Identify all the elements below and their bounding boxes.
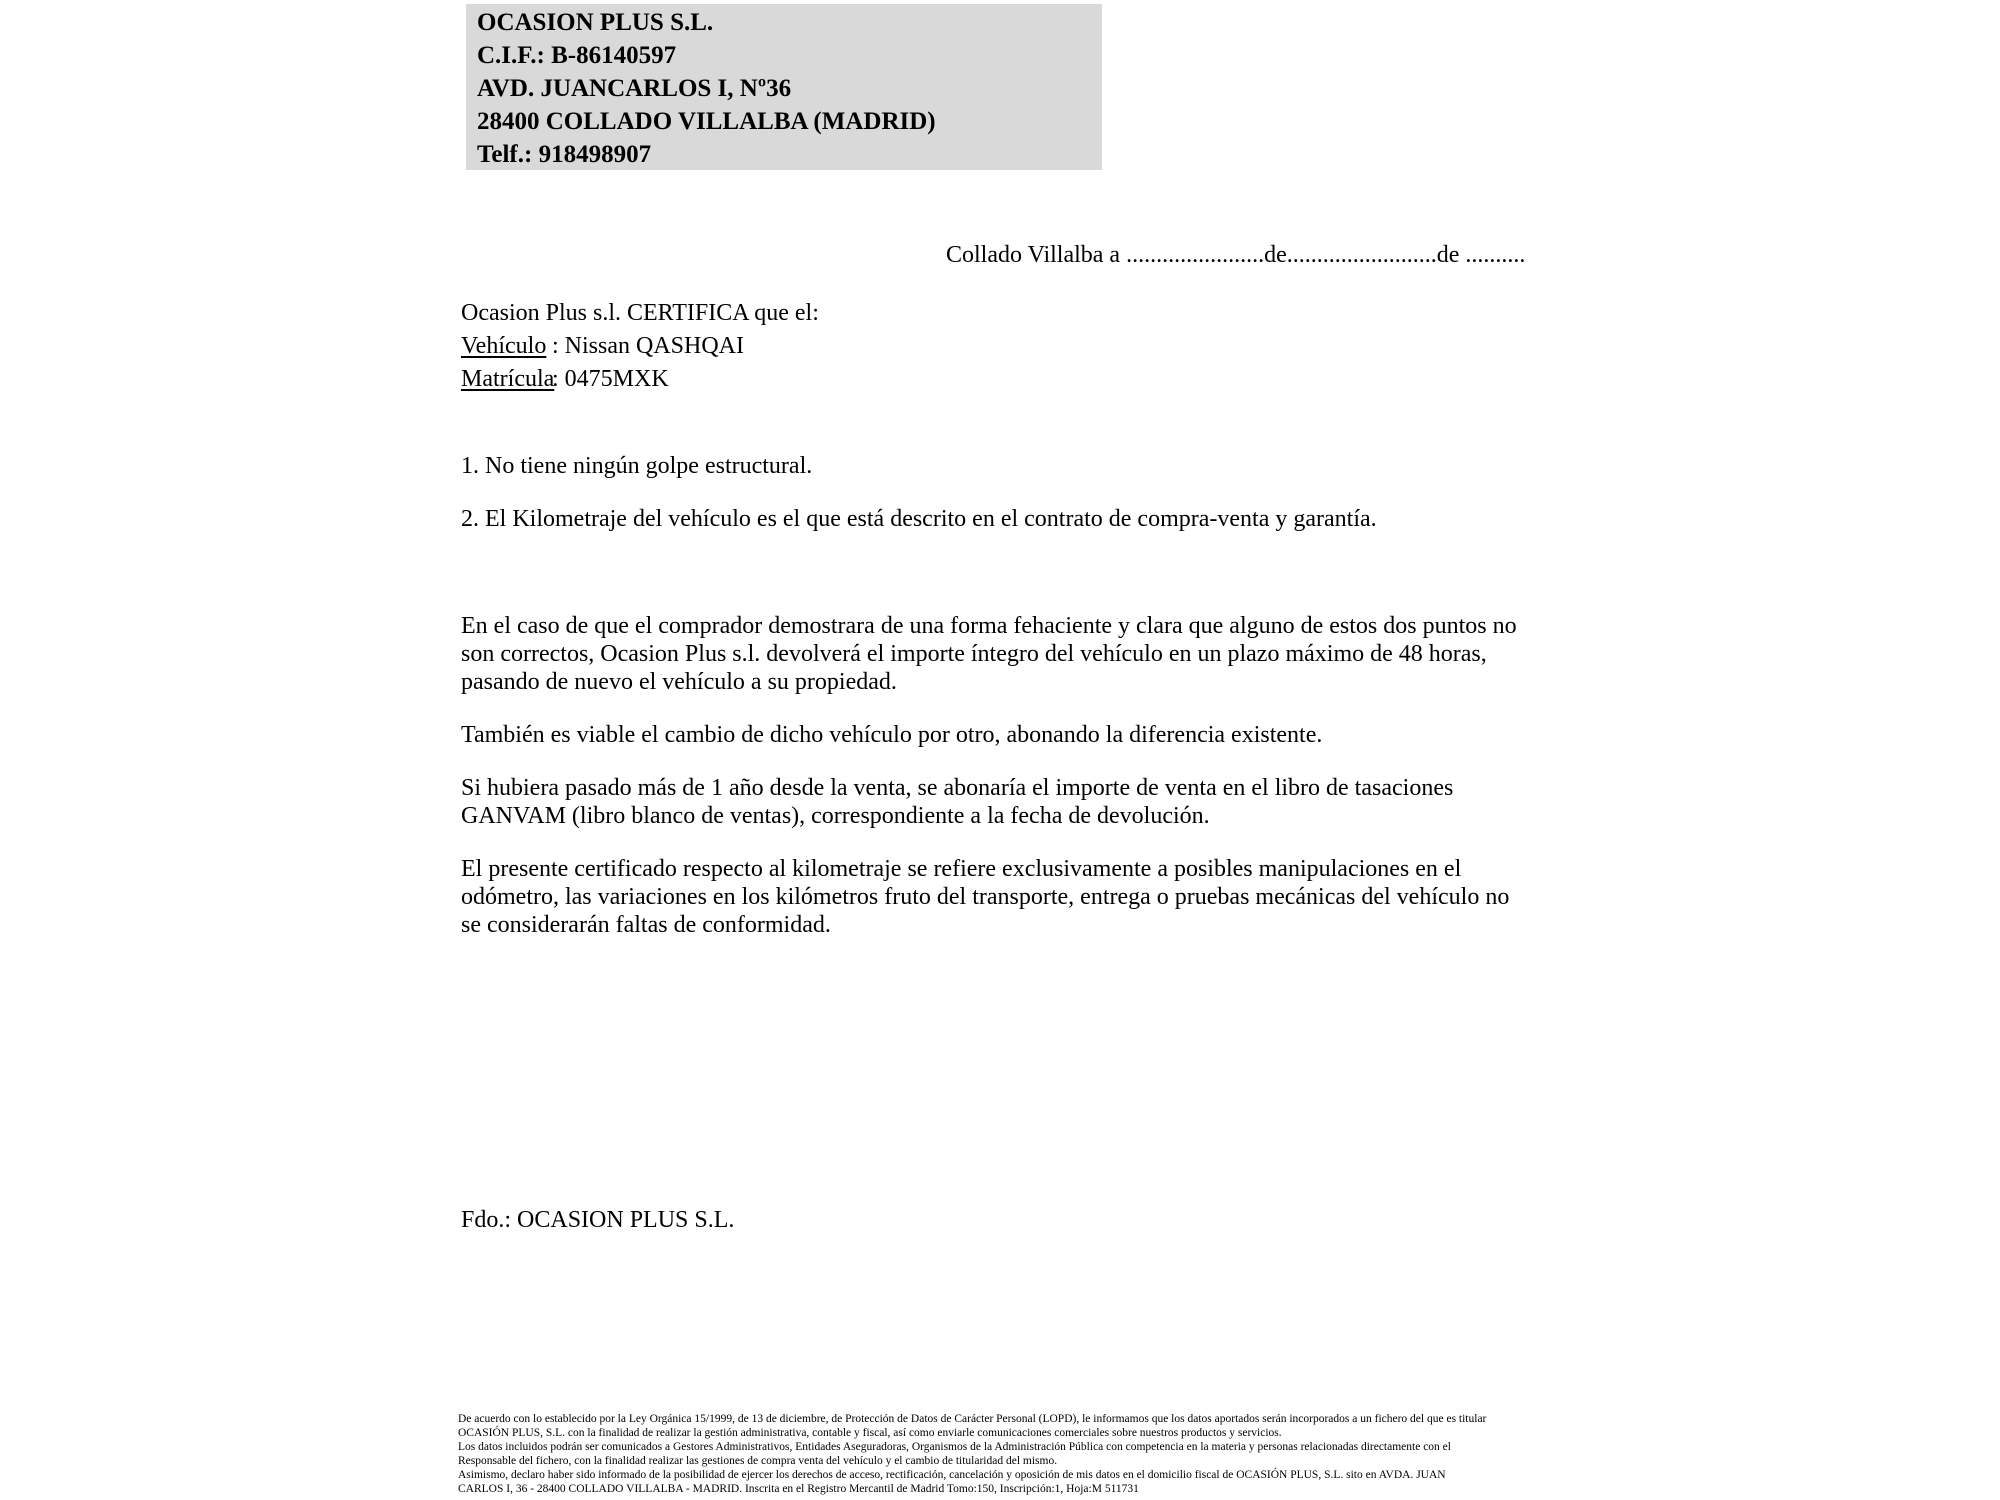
legal-line-2: OCASIÓN PLUS, S.L. con la finalidad de realizar la gestión administrativa, contable y fiscal, así como enviarle comunicaciones comerciales sobre nuestros productos y servicios.	[458, 1427, 1282, 1439]
company-address: AVD. JUANCARLOS I, Nº36	[477, 75, 792, 102]
vehicle-label: Vehículo	[461, 333, 547, 359]
company-info-box	[466, 4, 1102, 170]
company-phone: Telf.: 918498907	[477, 141, 652, 168]
company-name: OCASION PLUS S.L.	[477, 9, 714, 36]
legal-line-6: CARLOS I, 36 - 28400 COLLADO VILLALBA - MADRID. Inscrita en el Registro Mercantil de Madrid Tomo:150, Inscripción:1, Hoja:M 511731	[458, 1483, 1139, 1495]
certify-intro: Ocasion Plus s.l. CERTIFICA que el:	[461, 300, 819, 326]
company-cif: C.I.F.: B-86140597	[477, 42, 677, 69]
company-city: 28400 COLLADO VILLALBA (MADRID)	[477, 108, 936, 135]
date-place-line: Collado Villalba a .......................de.........................de ..........	[946, 242, 1526, 268]
point-2: 2. El Kilometraje del vehículo es el que está descrito en el contrato de compra-venta y garantía.	[461, 506, 1377, 532]
point-1: 1. No tiene ningún golpe estructural.	[461, 453, 813, 479]
paragraph-refund: En el caso de que el comprador demostrara de una forma fehaciente y clara que alguno de estos dos puntos no son correctos, Ocasion Plus s.l. devolverá el importe íntegro del vehículo en un plazo máximo de 48 horas, pasando de nuevo el vehículo a su propiedad.	[461, 613, 1517, 695]
certified-points-list	[461, 452, 1525, 533]
signature-line: Fdo.: OCASION PLUS S.L.	[461, 1207, 735, 1233]
legal-line-1: De acuerdo con lo establecido por la Ley Orgánica 15/1999, de 13 de diciembre, de Protección de Datos de Carácter Personal (LOPD), le informamos que los datos aportados serán incorporados a un fichero del que es titular	[458, 1413, 1487, 1425]
plate-value: : 0475MXK	[552, 366, 669, 392]
paragraph-ganvam: Si hubiera pasado más de 1 año desde la venta, se abonaría el importe de venta en el libro de tasaciones GANVAM (libro blanco de ventas), correspondiente a la fecha de devolución.	[461, 775, 1454, 829]
plate-label: Matrícula	[461, 366, 555, 392]
vehicle-value: : Nissan QASHQAI	[552, 333, 744, 359]
legal-line-5: Asimismo, declaro haber sido informado de la posibilidad de ejercer los derechos de acceso, rectificación, cancelación y oposición de mis datos en el domicilio fiscal de OCASIÓN PLUS, S.L. sito en AVDA. JUAN	[458, 1469, 1446, 1481]
legal-line-4: Responsable del fichero, con la finalidad realizar las gestiones de compra venta del vehículo y el cambio de titularidad del mismo.	[458, 1455, 1058, 1467]
conditions-paragraphs	[461, 612, 1525, 964]
plate-row	[461, 363, 819, 396]
legal-fine-print	[458, 1412, 1486, 1496]
paragraph-exchange: También es viable el cambio de dicho vehículo por otro, abonando la diferencia existente.	[461, 722, 1323, 748]
paragraph-odometer: El presente certificado respecto al kilometraje se refiere exclusivamente a posibles manipulaciones en el odómetro, las variaciones en los kilómetros fruto del transporte, entrega o pruebas mecánicas del vehículo no se considerarán faltas de conformidad.	[461, 856, 1510, 938]
certificate-statement-block	[461, 297, 819, 396]
vehicle-row	[461, 330, 819, 363]
legal-line-3: Los datos incluidos podrán ser comunicados a Gestores Administrativos, Entidades Aseguradoras, Organismos de la Administración Pública con competencia en la materia y personas relacionadas directamente con el	[458, 1441, 1451, 1453]
